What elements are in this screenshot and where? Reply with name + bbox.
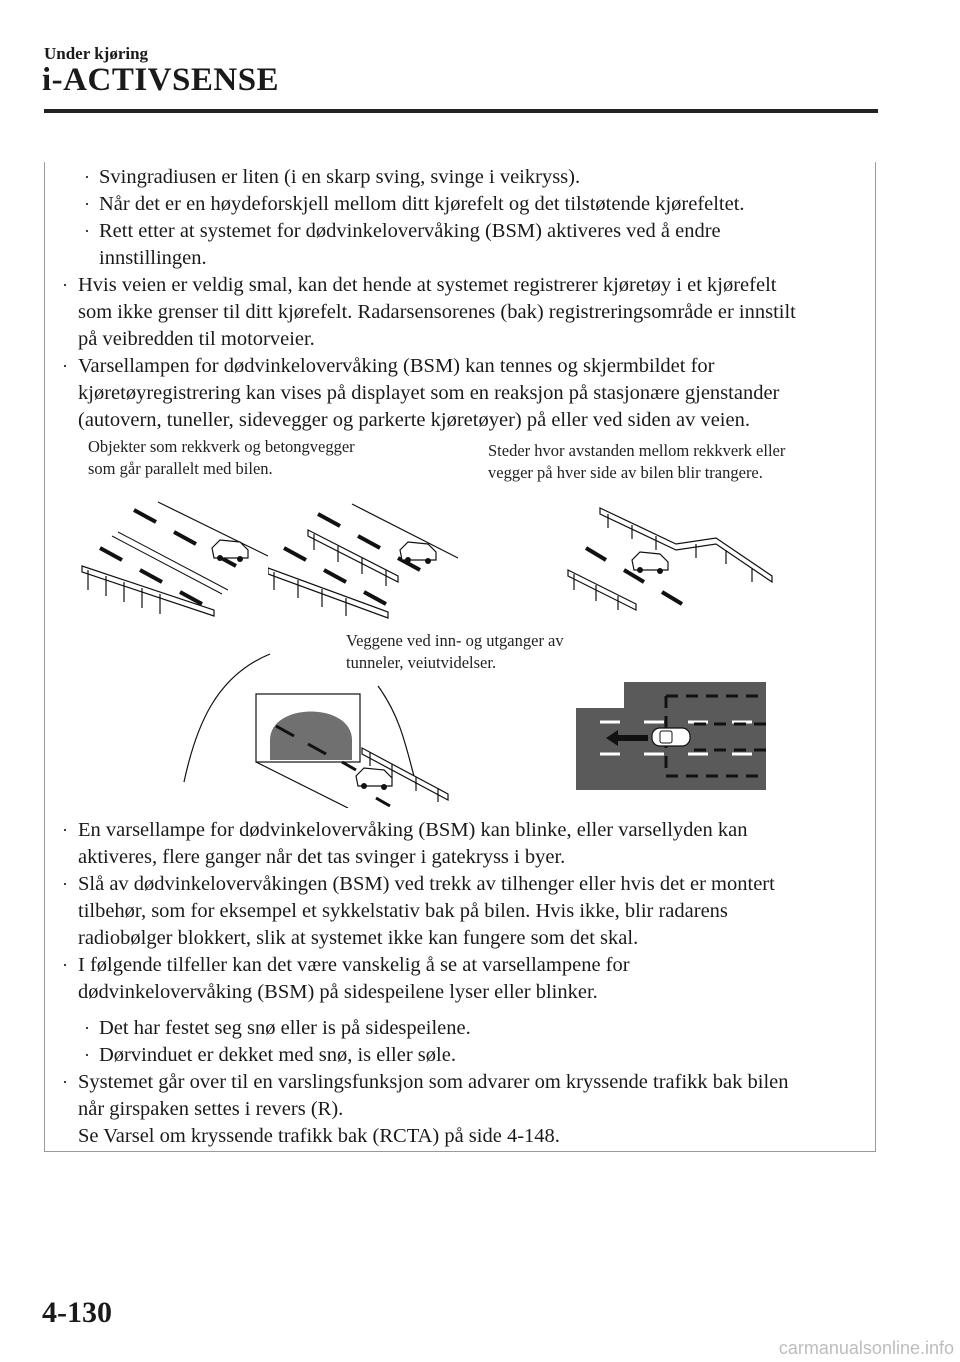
caption-tunnel-2: tunneler, veiutvidelser. xyxy=(346,653,497,672)
caption-tunnel-1: Veggene ved inn- og utganger av xyxy=(346,631,564,650)
bullet-dot: · xyxy=(62,955,68,975)
bullet-narrow-road-line-3: på veibredden til motorveier. xyxy=(78,328,315,350)
bullet-stationary-line-1: Varsellampen for dødvinkelovervåking (BSM) kan tennes og skjermbildet for xyxy=(78,355,715,377)
sub-bullet-door-window-covered: Dørvinduet er dekket med snø, is eller søle. xyxy=(99,1044,456,1066)
page-title: i-ACTIVSENSE xyxy=(42,62,280,98)
watermark-text: carmanualsonline.info xyxy=(778,1338,954,1358)
bullet-dot: · xyxy=(62,874,68,894)
sub-bullet-turn-radius: Svingradiusen er liten (i en skarp sving, svinge i veikryss). xyxy=(99,166,581,188)
sub-bullet-height-difference: Når det er en høydeforskjell mellom ditt kjørefelt og det tilstøtende kjørefeltet. xyxy=(99,193,745,215)
bullet-mirrors-line-1: I følgende tilfeller kan det være vanskelig å se at varsellampene for xyxy=(78,954,630,976)
illustration-guardrail-both-sides xyxy=(268,502,458,620)
page-number: 4-130 xyxy=(42,1296,112,1329)
caption-parallel-1: Objekter som rekkverk og betongvegger xyxy=(88,437,355,456)
sub-bullet-after-activation-cont: innstillingen. xyxy=(99,247,207,269)
illustration-narrowing-rails xyxy=(566,500,776,612)
bullet-dot: · xyxy=(62,356,68,376)
bullet-stationary-line-2: kjøretøyregistrering kan vises på displayet som en reaksjon på stasjonære gjenstander xyxy=(78,382,780,404)
caption-narrowing-1: Steder hvor avstanden mellom rekkverk eller xyxy=(488,441,786,460)
caption-parallel-2: som går parallelt med bilen. xyxy=(88,459,273,478)
bullet-dot: · xyxy=(84,221,90,241)
illustration-tunnel-entrance xyxy=(176,636,466,808)
bullet-intersection-line-2: aktiveres, flere ganger når det tas svinger i gatekryss i byer. xyxy=(78,846,566,868)
bullet-dot: · xyxy=(84,167,90,187)
bullet-dot: · xyxy=(84,194,90,214)
bullet-rcta-line-1: Systemet går over til en varslingsfunksjon som advarer om kryssende trafikk bak bilen xyxy=(78,1071,789,1093)
illustration-guardrail-parallel xyxy=(78,498,268,618)
bullet-narrow-road-line-1: Hvis veien er veldig smal, kan det hende at systemet registrerer kjøretøy i et kjørefelt xyxy=(78,274,777,296)
sub-bullet-after-activation: Rett etter at systemet for dødvinkelovervåking (BSM) aktiveres ved å endre xyxy=(99,220,721,242)
bullet-trailer-line-2: tilbehør, som for eksempel et sykkelstativ bak på bilen. Hvis ikke, blir radarens xyxy=(78,900,728,922)
bullet-narrow-road-line-2: som ikke grenser til ditt kjørefelt. Radarsensorenes (bak) registreringsområde er innstilt xyxy=(78,301,796,323)
bullet-dot: · xyxy=(62,275,68,295)
sub-bullet-snow-on-mirrors: Det har festet seg snø eller is på sidespeilene. xyxy=(99,1017,471,1039)
bullet-trailer-line-3: radiobølger blokkert, slik at systemet ikke kan fungere som det skal. xyxy=(78,927,639,949)
bullet-dot: · xyxy=(84,1018,90,1038)
bullet-dot: · xyxy=(84,1045,90,1065)
caption-narrowing-2: vegger på hver side av bilen blir trangere. xyxy=(488,463,763,482)
bullet-dot: · xyxy=(62,820,68,840)
bullet-intersection-line-1: En varsellampe for dødvinkelovervåking (BSM) kan blinke, eller varsellyden kan xyxy=(78,819,748,841)
bullet-dot: · xyxy=(62,1072,68,1092)
bullet-rcta-line-2: når girspaken settes i revers (R). xyxy=(78,1098,344,1120)
illustration-road-widening-top-view xyxy=(576,680,766,792)
section-label: Under kjøring xyxy=(44,44,149,63)
bullet-mirrors-line-2: dødvinkelovervåking (BSM) på sidespeilene lyser eller blinker. xyxy=(78,981,598,1003)
bullet-trailer-line-1: Slå av dødvinkelovervåkingen (BSM) ved trekk av tilhenger eller hvis det er montert xyxy=(78,873,775,895)
bullet-rcta-reference-link[interactable]: Se Varsel om kryssende trafikk bak (RCTA) på side 4-148. xyxy=(78,1125,560,1147)
bullet-stationary-line-3: (autovern, tuneller, sidevegger og parkerte kjøretøyer) på eller ved siden av veien. xyxy=(78,409,750,431)
title-rule xyxy=(44,109,878,113)
